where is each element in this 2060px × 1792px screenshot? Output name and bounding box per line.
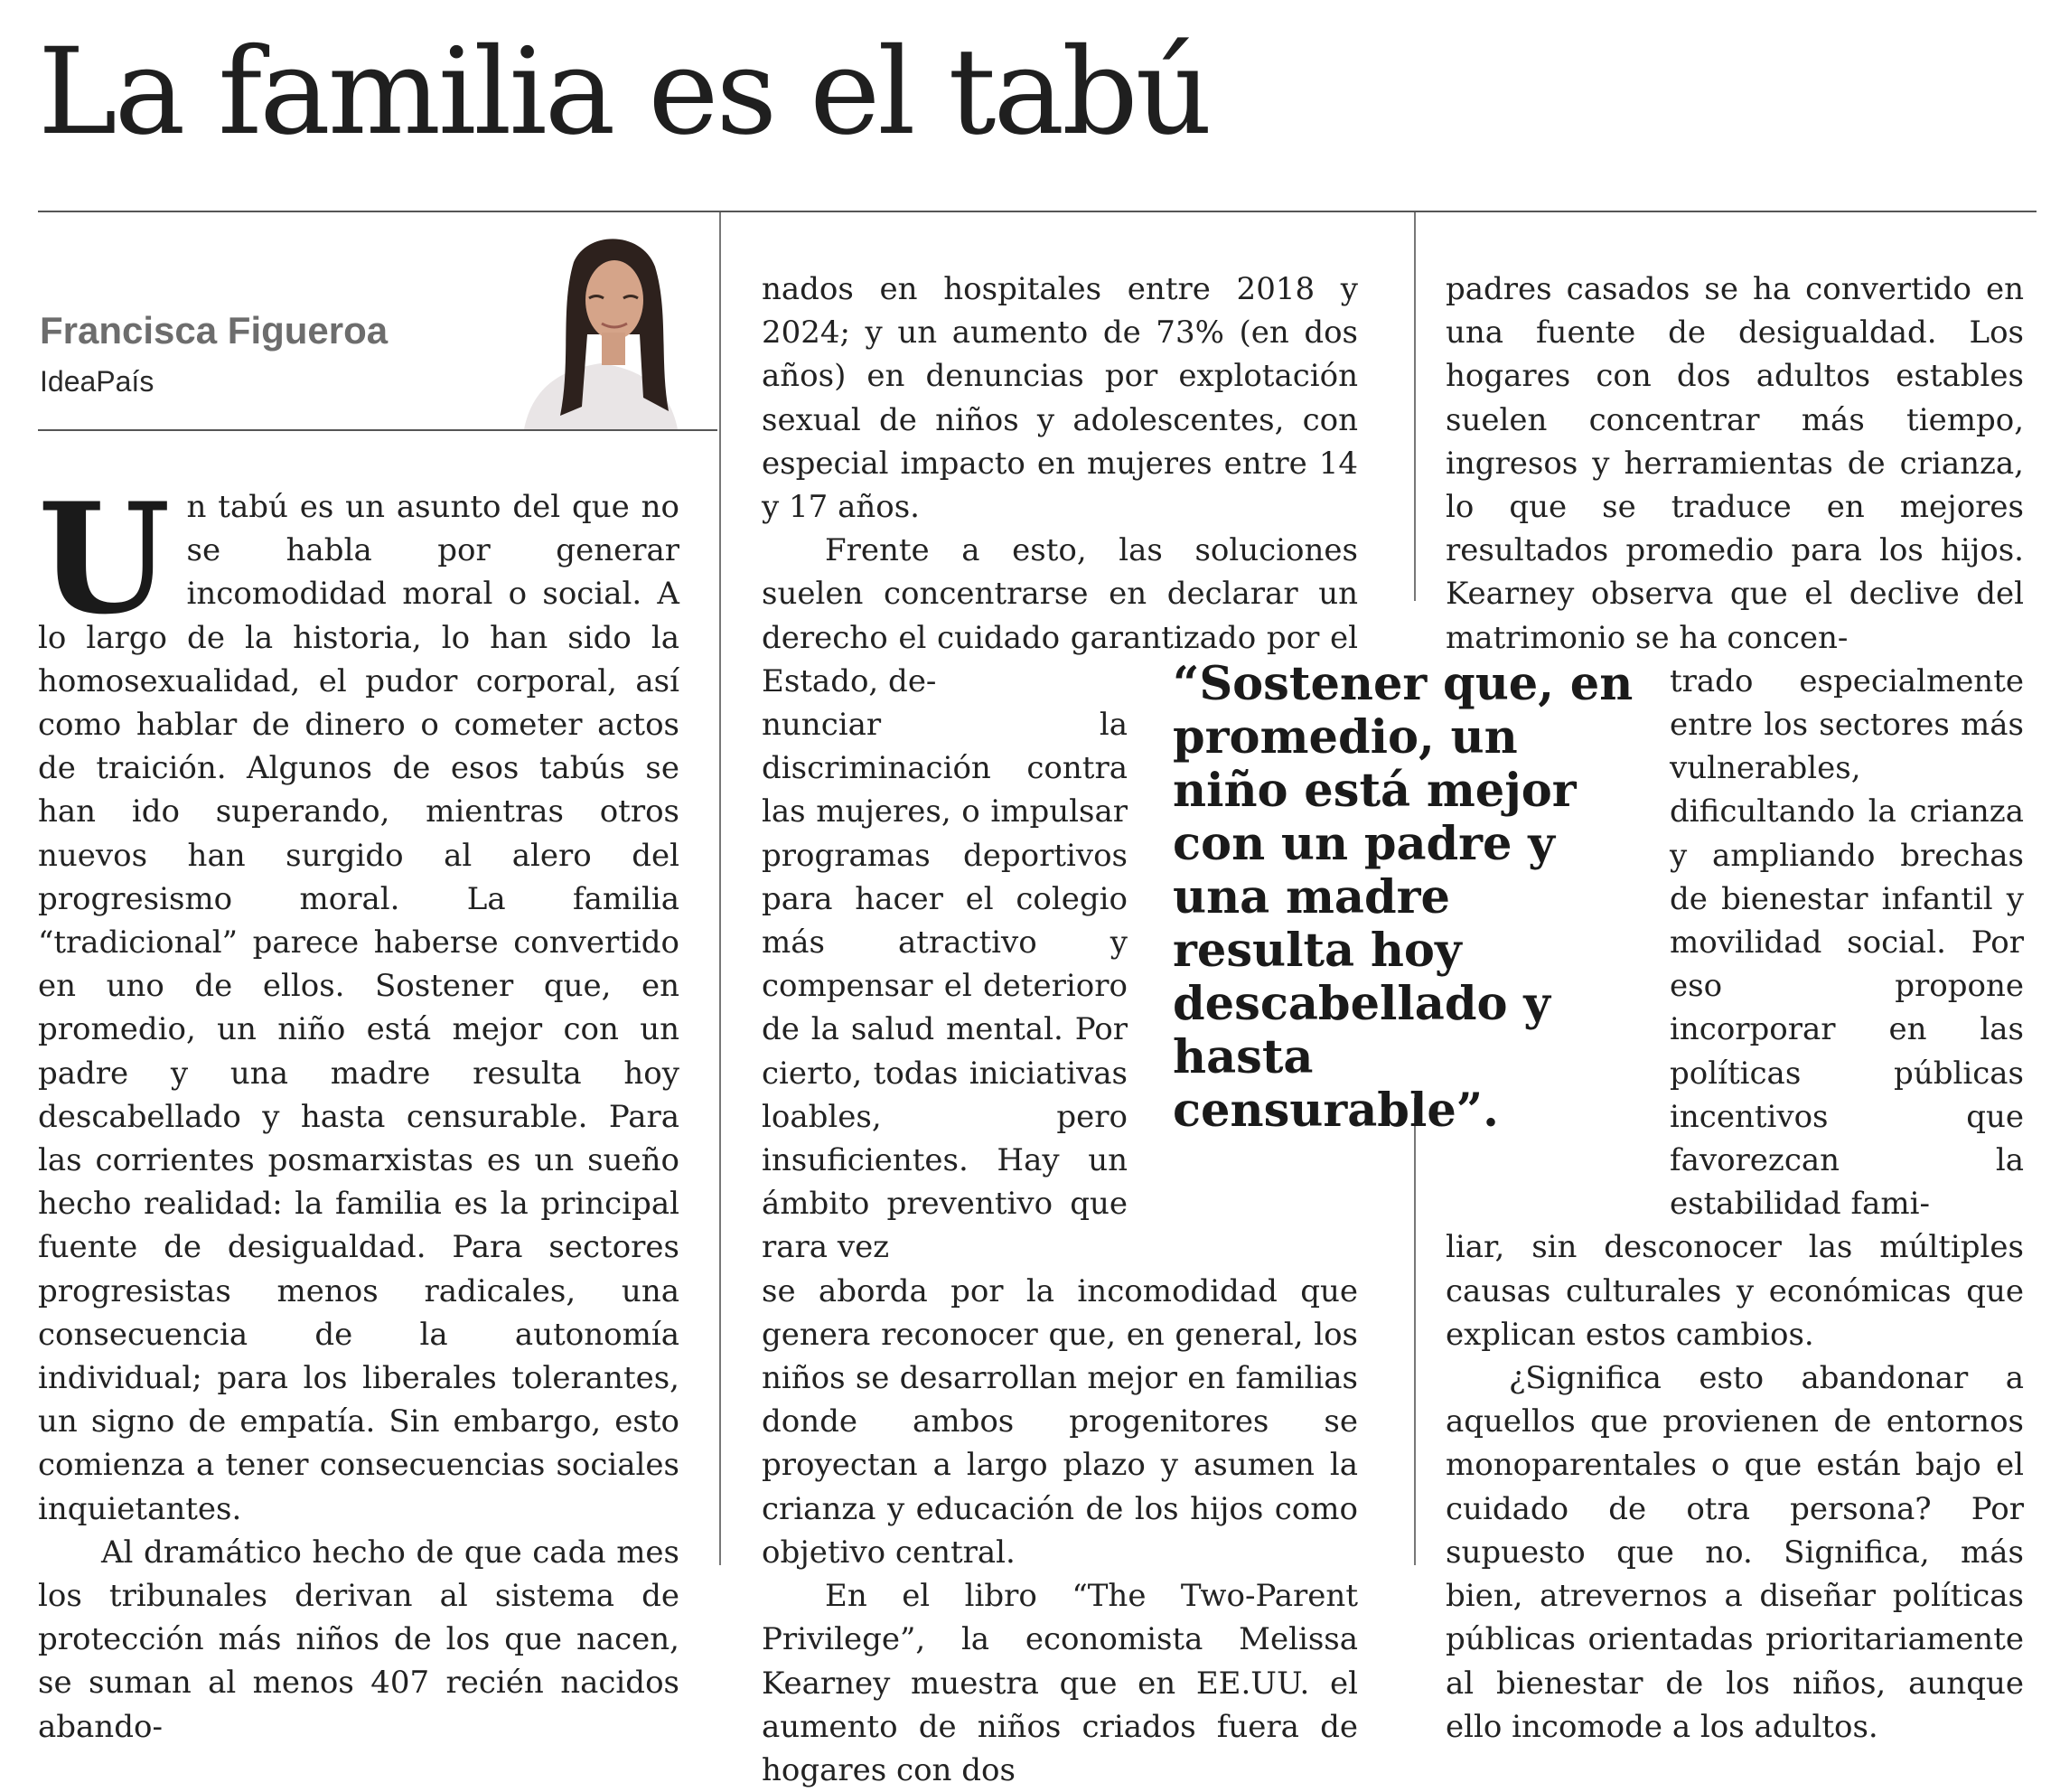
paragraph-6c: liar, sin desconocer las múltiples causas culturales y económicas que explican estos cambios. bbox=[1446, 1229, 2024, 1353]
paragraph-4c: se aborda por la incomodidad que genera reconocer que, en general, los niños se desarrollan mejor en familias donde ambos progenitores se proyectan a largo plazo y asumen la crianza y educación de los hijos como objetivo central. bbox=[762, 1272, 1358, 1571]
drop-cap: U bbox=[38, 469, 171, 648]
pull-quote: “Sostener que, en promedio, un niño está mejor con un padre y una madre resulta hoy descabellado y hasta censurable”. bbox=[1173, 657, 1634, 1138]
column-divider-1 bbox=[719, 212, 721, 1565]
paragraph-2: Al dramático hecho de que cada mes los tribunales derivan al sistema de protección más niños de los que nacen, se suman al menos 407 recién nacidos abando- bbox=[38, 1534, 679, 1745]
column-divider-2-lower bbox=[1414, 1098, 1416, 1565]
paragraph-5: En el libro “The Two-Parent Privilege”, la economista Melissa Kearney muestra que en EE.UU. el aumento de niños criados fuera de hogares con dos bbox=[762, 1578, 1358, 1788]
paragraph-6b: trado especialmente entre los sectores más vulnerables, dificultando la crianza y ampliando brechas de bienestar infantil y movilidad social. Por eso propone incorporar en las políticas públicas incentivos que favorezcan la estabilidad fami- bbox=[1670, 662, 2024, 1223]
author-photo bbox=[488, 226, 714, 429]
author-name: Francisca Figueroa bbox=[40, 309, 389, 352]
paragraph-1-text: n tabú es un asunto del que no se habla por generar incomodidad moral o social. A lo largo de la historia, lo han sido la homosexualidad, el pudor corporal, así como hablar de dinero o cometer actos de traición. Algunos de esos tabús se han ido superando, mientras otros nuevos han surgido al alero del progresismo moral. La familia “tradicional” parece haberse convertido en uno de ellos. Sostener que, en promedio, un niño está mejor con un padre y una madre resulta hoy descabellado y hasta censurable. Para las corrientes posmarxistas es un sueño hecho realidad: la familia es la principal fuente de desigualdad. Para sectores progresistas menos radicales, una consecuencia de la autonomía individual; para los liberales tolerantes, un signo de empatía. Sin embargo, esto comienza a tener consecuencias sociales inquietantes. bbox=[38, 489, 679, 1527]
column-1 bbox=[38, 469, 679, 1749]
author-divider bbox=[38, 429, 717, 431]
paragraph-4a: Frente a esto, las soluciones suelen concentrarse en declarar un derecho el cuidado garantizado por el Estado, de- bbox=[762, 532, 1358, 699]
author-portrait-image bbox=[488, 226, 714, 429]
title-divider bbox=[38, 211, 2037, 212]
paragraph-6a: padres casados se ha convertido en una fuente de desigualdad. Los hogares con dos adultos estables suelen concentrar más tiempo, ingresos y herramientas de crianza, lo que se traduce en mejores resultados promedio para los hijos. Kearney observa que el declive del matrimonio se ha concen- bbox=[1446, 271, 2024, 656]
author-organization: IdeaPaís bbox=[40, 365, 154, 398]
paragraph-7: ¿Significa esto abandonar a aquellos que provienen de entornos monoparentales o que están bajo el cuidado de otra persona? Por supuesto que no. Significa, más bien, atrevernos a diseñar políticas públicas orientadas prioritariamente al bienestar de los niños, aunque ello incomode a los adultos. bbox=[1446, 1360, 2024, 1745]
column-divider-2-upper bbox=[1414, 212, 1416, 601]
paragraph-4b: nunciar la discriminación contra las mujeres, o impulsar programas deportivos para hacer el colegio más atractivo y compensar el deterioro de la salud mental. Por cierto, todas iniciativas loables, pero insuficientes. Hay un ámbito preventivo que rara vez bbox=[762, 707, 1128, 1266]
paragraph-3: nados en hospitales entre 2018 y 2024; y un aumento de 73% (en dos años) en denuncias por explotación sexual de niños y adolescentes, con especial impacto en mujeres entre 14 y 17 años. bbox=[762, 271, 1358, 526]
article-title: La familia es el tabú bbox=[38, 23, 1210, 162]
paragraph-1 bbox=[38, 469, 679, 1531]
